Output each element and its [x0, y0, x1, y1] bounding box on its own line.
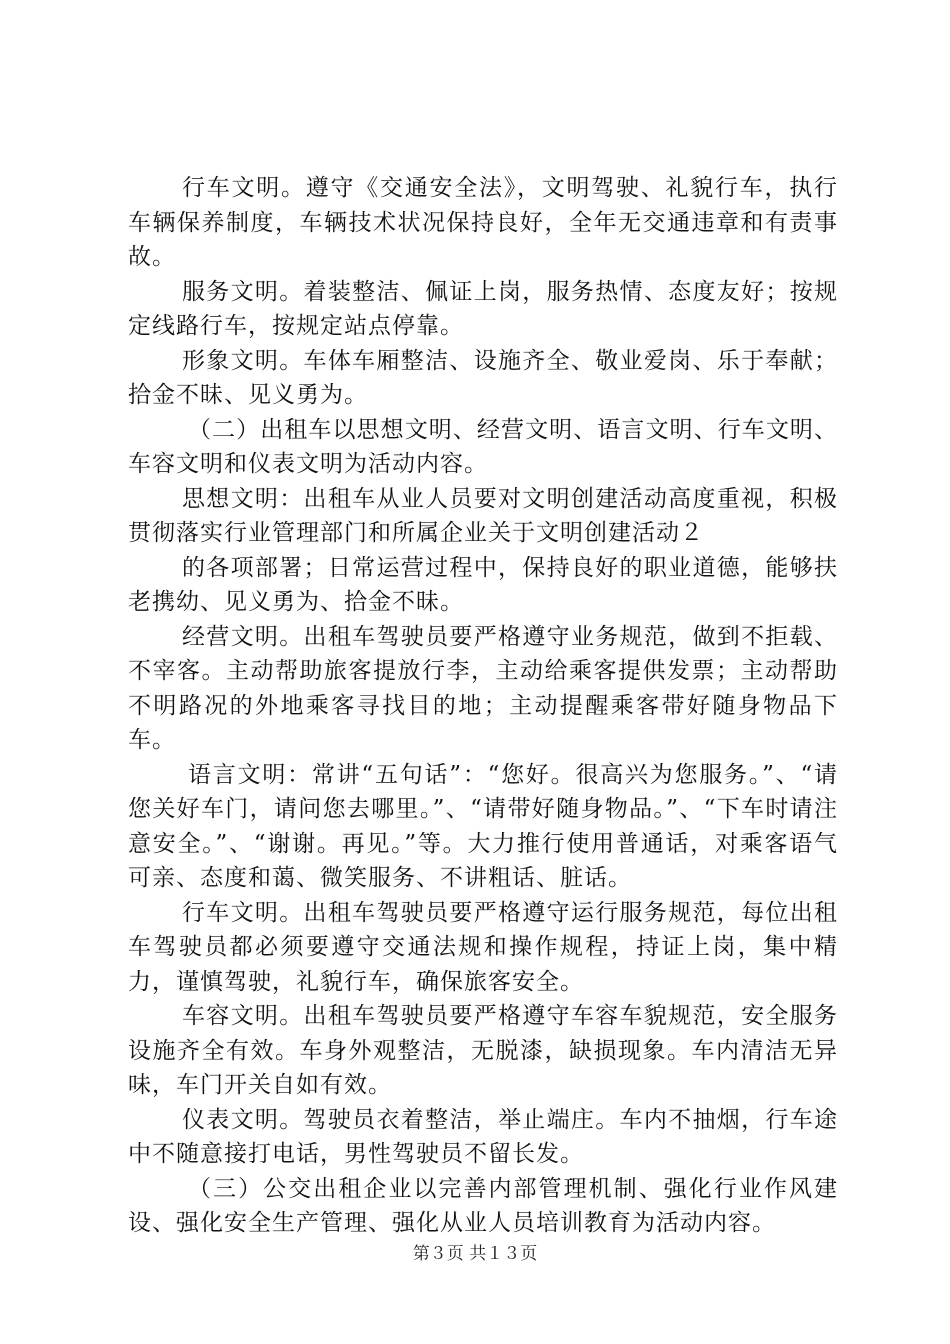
- paragraph-taxi-section-heading: （二）出租车以思想文明、经营文明、语言文明、行车文明、车容文明和仪表文明为活动内容。: [128, 416, 838, 477]
- paragraph-taxi-driving-civility: 行车文明。出租车驾驶员要严格遵守运行服务规范，每位出租车驾驶员都必须要遵守交通法规和操作规程，持证上岗，集中精力，谨慎驾驶，礼貌行车，确保旅客安全。: [128, 899, 838, 995]
- paragraph-business-civility: 经营文明。出租车驾驶员要严格遵守业务规范，做到不拒载、不宰客。主动帮助旅客提放行李，主动给乘客提供发票；主动帮助不明路况的外地乘客寻找目的地；主动提醒乘客带好随身物品下车。: [128, 623, 838, 753]
- paragraph-service-civility: 服务文明。着装整洁、佩证上岗，服务热情、态度友好；按规定线路行车，按规定站点停靠。: [128, 278, 838, 339]
- paragraph-driving-civility: 行车文明。遵守《交通安全法》，文明驾驶、礼貌行车，执行车辆保养制度，车辆技术状况保持良好，全年无交通违章和有责事故。: [128, 175, 838, 270]
- paragraph-vehicle-appearance-civility: 车容文明。出租车驾驶员要严格遵守车容车貌规范，安全服务设施齐全有效。车身外观整洁，无脱漆，缺损现象。车内清洁无异味，车门开关自如有效。: [128, 1003, 838, 1098]
- paragraph-thought-civility: 思想文明：出租车从业人员要对文明创建活动高度重视，积极贯彻落实行业管理部门和所属企业关于文明创建活动２: [128, 485, 838, 546]
- paragraph-image-civility: 形象文明。车体车厢整洁、设施齐全、敬业爱岗、乐于奉献；拾金不昧、见义勇为。: [128, 347, 838, 408]
- paragraph-appearance-civility: 仪表文明。驾驶员衣着整洁，举止端庄。车内不抽烟，行车途中不随意接打电话，男性驾驶员不留长发。: [128, 1106, 838, 1167]
- paragraph-thought-civility-continued: 的各项部署；日常运营过程中，保持良好的职业道德，能够扶老携幼、见义勇为、拾金不昧。: [128, 554, 838, 615]
- paragraph-enterprise-section-heading: （三）公交出租企业以完善内部管理机制、强化行业作风建设、强化安全生产管理、强化从业人员培训教育为活动内容。: [128, 1175, 838, 1236]
- paragraph-language-civility: 语言文明：常讲“五句话”：“您好。很高兴为您服务。”、“请您关好车门，请问您去哪里。”、“请带好随身物品。”、“下车时请注意安全。”、“谢谢。再见。”等。大力推行使用普通话，对乘客语气可亲、态度和蔼、微笑服务、不讲粗话、脏话。: [128, 761, 838, 891]
- page-number-footer: 第３页 共１３页: [412, 1244, 538, 1264]
- document-body: [128, 171, 838, 1241]
